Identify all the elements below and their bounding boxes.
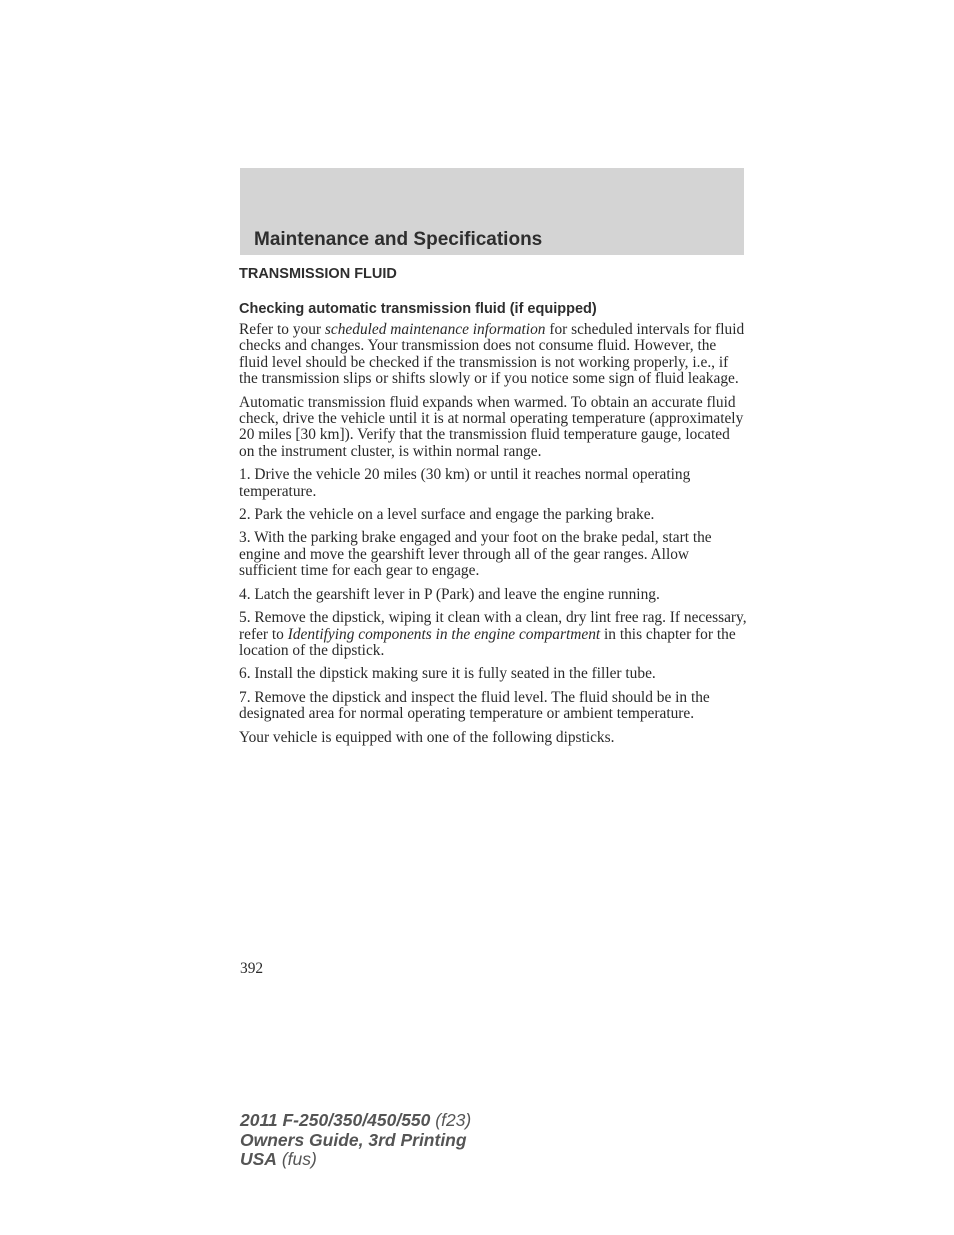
footer-line-guide: Owners Guide, 3rd Printing [240,1129,467,1150]
page-content [239,266,749,746]
paragraph-intro: Refer to your scheduled maintenance information for scheduled intervals for fluid checks and changes. Your transmission does not consume fluid. However, the fluid level should be checked if the transmission is not working properly, i.e., if the transmission slips or shifts slowly or if you notice some sign of fluid leakage. [239,321,745,388]
footer-line-region: USA (fus) [240,1149,317,1169]
step-1: 1. Drive the vehicle 20 miles (30 km) or until it reaches normal operating temperature. [239,466,691,500]
step-4: 4. Latch the gearshift lever in P (Park) and leave the engine running. [239,585,660,603]
chapter-header-band [240,168,744,255]
subsection-title: Checking automatic transmission fluid (if equipped) [239,301,597,317]
step-5: 5. Remove the dipstick, wiping it clean with a clean, dry lint free rag. If necessary, refer to Identifying components in the engine compartment in this chapter for the location of the dipstick. [239,609,747,659]
step-6: 6. Install the dipstick making sure it is fully seated in the filler tube. [239,665,656,683]
paragraph-dipsticks: Your vehicle is equipped with one of the following dipsticks. [239,728,615,746]
document-footer [240,1111,471,1170]
link-reference-engine-components: Identifying components in the engine compartment [287,625,601,643]
page-number: 392 [240,960,264,977]
link-reference-maintenance: scheduled maintenance information [324,321,546,338]
step-2: 2. Park the vehicle on a level surface and engage the parking brake. [239,506,655,524]
step-7: 7. Remove the dipstick and inspect the fluid level. The fluid should be in the designated area for normal operating temperature or ambient temperature. [239,688,710,723]
footer-line-model: 2011 F-250/350/450/550 (f23) [240,1110,472,1130]
paragraph-expansion: Automatic transmission fluid expands when warmed. To obtain an accurate fluid check, drive the vehicle until it is at normal operating temperature (approximately 20 miles [30 km]). Verify that the transmission fluid temperature gauge, located on the instrument cluster, is within normal range. [239,393,744,460]
chapter-title: Maintenance and Specifications [254,229,543,250]
section-title: TRANSMISSION FLUID [239,266,397,282]
step-3: 3. With the parking brake engaged and your foot on the brake pedal, start the engine and move the gearshift lever through all of the gear ranges. Allow sufficient time for each gear to engage. [239,529,712,580]
